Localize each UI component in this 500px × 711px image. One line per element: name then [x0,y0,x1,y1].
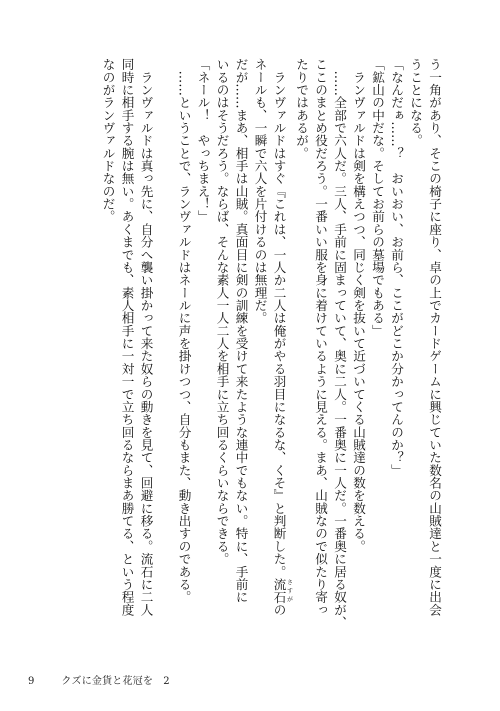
text-line: うことになる。 [408,58,423,147]
vertical-text-body [14,58,444,668]
text-line: ランヴァルドは真っ先に、自分へ襲い掛かって来た奴らの動きを見て、回避に移る。流石に二人 [138,58,154,616]
text-line: だが……まあ、相手は山賊。真面目に剣の訓練を受けて来たような連中でもない。特に、手前に [233,58,249,604]
text-line: 「ネール！ やっちまえ！」 [195,58,211,223]
text-line: ……ということで、ランヴァルドはネールに声を掛けつつ、自分もまた、動き出すのである。 [176,58,192,604]
blank-line [156,58,175,668]
text-line: 「鉱山の中だな。そしてお前らの墓場でもある」 [370,58,385,337]
text-line: たりではあるが。 [294,58,309,160]
text-line: いるのはそうだろう。ならば、そんな素人一人二人を相手に立ち回るくらいならできる。 [214,58,230,566]
page-footer [28,672,170,687]
text-line: ランヴァルドはすぐ『これは、一人か二人は俺がやる羽目になるな、くそ』と判断した。流石 さすがの [271,58,293,616]
text-line: ここのまとめ役だろう。一番いい服を身に着けているように見える。まあ、山賊なので似たり寄っ [313,58,328,616]
page-number: 9 [28,676,35,687]
text-line: ネールも、一瞬で六人を片付けるのは無理だ。 [252,58,268,325]
text-line: なのがランヴァルドなのだ。 [100,58,116,223]
text-line: 同時に相手する腕は無い。あくまでも、素人相手に一対一で立ち回るならまあ勝てる、という程度 [119,58,135,616]
text-line: ランヴァルドは剣を構えつつ、同じく剣を抜いて近づいてくる山賊達の数を数える。 [351,58,366,553]
text-line: ……全部で六人だ。三人、手前に固まっていて、奥に二人。一番奥に一人だ。一番奥に居る奴が、 [332,58,347,629]
book-title: クズに金貨と花冠を 2 [61,676,170,687]
text-line: 「なんだぁ……？ おいおい、お前ら、ここがどこか分かってんのか？」 [389,58,404,477]
text-line: う一角があり、そこの椅子に座り、卓の上でカードゲームに興じていた数名の山賊達と一度に出会 [427,58,442,616]
ruby-text: 流石 さすが [271,577,293,604]
